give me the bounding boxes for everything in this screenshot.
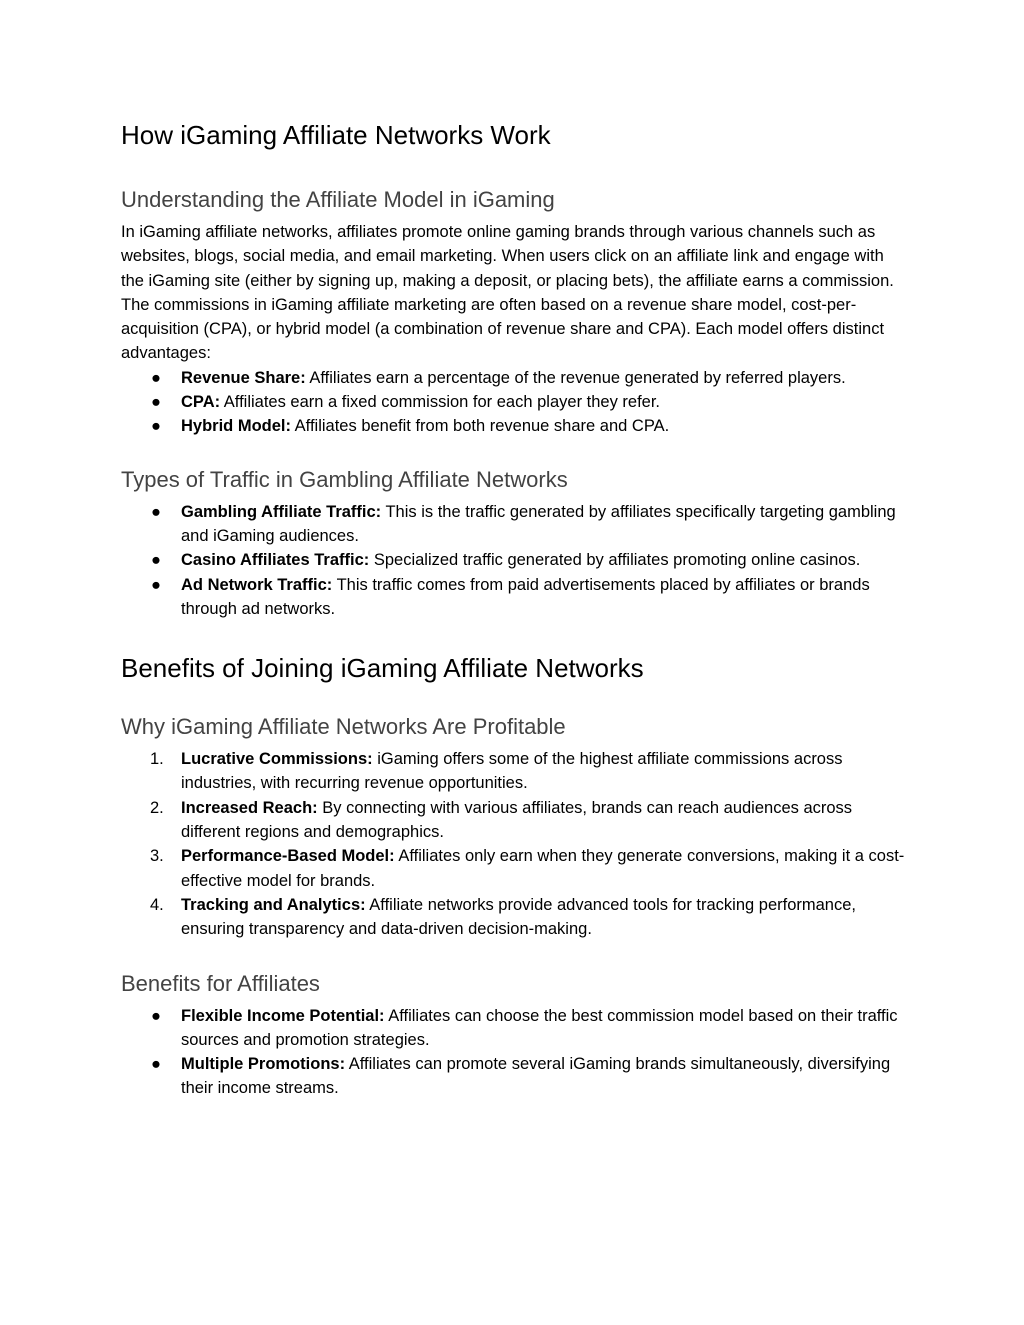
bullet-marker: ● — [151, 417, 161, 436]
list-item-text: This traffic comes from paid advertisements placed by affiliates or brands through ad networks. — [181, 575, 870, 618]
bullet-marker: ● — [151, 393, 161, 412]
heading-how-igaming-affiliate-networks-work: How iGaming Affiliate Networks Work — [121, 120, 551, 150]
list-item-text: Specialized traffic generated by affiliates promoting online casinos. — [369, 551, 861, 570]
list-item-text: Affiliates only earn when they generate conversions, making it a cost-effective model for brands. — [181, 847, 905, 890]
list-number: 3. — [150, 847, 164, 866]
list-item-term: Gambling Affiliate Traffic: — [181, 502, 382, 521]
list-item — [121, 893, 906, 942]
list-number: 1. — [150, 750, 164, 769]
subheading-understanding-affiliate-model: Understanding the Affiliate Model in iGaming — [121, 187, 555, 212]
list-item-text: This is the traffic generated by affiliates specifically targeting gambling and iGaming audiences. — [181, 502, 896, 545]
bullet-marker: ● — [151, 1006, 161, 1025]
list-item — [121, 573, 906, 622]
document-page — [121, 118, 906, 1101]
list-item-term: Revenue Share: — [181, 368, 306, 387]
list-item-term: Multiple Promotions: — [181, 1055, 346, 1074]
list-item-term: Hybrid Model: — [181, 417, 291, 436]
list-item-term: Lucrative Commissions: — [181, 750, 373, 769]
list-item — [121, 796, 906, 845]
profitable-body — [121, 747, 906, 941]
commission-model-list — [121, 366, 906, 439]
subheading-types-of-traffic: Types of Traffic in Gambling Affiliate Networks — [121, 466, 568, 492]
list-item-term: Casino Affiliates Traffic: — [181, 551, 370, 570]
bullet-marker: ● — [151, 575, 161, 594]
list-item — [121, 1052, 906, 1101]
list-item-text: iGaming offers some of the highest affiliate commissions across industries, with recurring revenue opportunities. — [181, 750, 843, 793]
list-item-text: Affiliates can choose the best commission model based on their traffic sources and promotion strategies. — [181, 1006, 898, 1049]
list-item-term: Tracking and Analytics: — [181, 895, 366, 914]
list-item-term: Increased Reach: — [181, 798, 318, 817]
subheading-why-profitable: Why iGaming Affiliate Networks Are Profitable — [121, 714, 566, 740]
traffic-type-list — [121, 500, 906, 621]
heading-benefits-of-joining: Benefits of Joining iGaming Affiliate Networks — [121, 653, 644, 684]
list-item — [121, 414, 906, 438]
understanding-body — [121, 220, 906, 439]
paragraph-commission-models: The commissions in iGaming affiliate marketing are often based on a revenue share model, cost-per-acquisition (CPA), or hybrid model (a combination of revenue share and CPA). Each model offers distinct advantages: — [121, 295, 885, 363]
list-item — [121, 390, 906, 414]
list-item-text: Affiliates earn a fixed commission for each player they refer. — [220, 393, 661, 412]
list-item — [121, 747, 906, 796]
bullet-marker: ● — [151, 368, 161, 387]
list-number: 2. — [150, 798, 164, 817]
bullet-marker: ● — [151, 502, 161, 521]
list-item-term: Ad Network Traffic: — [181, 575, 333, 594]
traffic-types-body — [121, 500, 906, 621]
list-item-text: Affiliates benefit from both revenue share and CPA. — [291, 417, 670, 436]
list-item — [121, 366, 906, 390]
list-item-text: By connecting with various affiliates, brands can reach audiences across different regions and demographics. — [181, 798, 853, 842]
list-item — [121, 548, 906, 572]
profitable-reasons-list — [121, 747, 906, 941]
list-item-term: Performance-Based Model: — [181, 847, 395, 866]
list-item-term: Flexible Income Potential: — [181, 1006, 385, 1025]
list-number: 4. — [150, 895, 164, 914]
subheading-benefits-for-affiliates: Benefits for Affiliates — [121, 970, 320, 996]
list-item — [121, 1004, 906, 1053]
list-item-text: Affiliates can promote several iGaming brands simultaneously, diversifying their income streams. — [181, 1055, 891, 1098]
paragraph-affiliate-promotion: In iGaming affiliate networks, affiliates promote online gaming brands through various channels such as websites, blogs, social media, and email marketing. When users click on an affiliate link and engage with the iGaming site (either by signing up, making a deposit, or placing bets), the affiliate earns a commission. — [121, 223, 894, 290]
list-item-term: CPA: — [181, 393, 221, 412]
affiliate-benefits-body — [121, 1004, 906, 1101]
list-item-text: Affiliate networks provide advanced tools for tracking performance, ensuring transparency and data-driven decision-making. — [181, 895, 856, 939]
affiliate-benefits-list — [121, 1004, 906, 1101]
list-item — [121, 844, 906, 893]
list-item-text: Affiliates earn a percentage of the revenue generated by referred players. — [305, 368, 846, 387]
bullet-marker: ● — [151, 551, 161, 570]
list-item — [121, 500, 906, 549]
bullet-marker: ● — [151, 1055, 161, 1074]
